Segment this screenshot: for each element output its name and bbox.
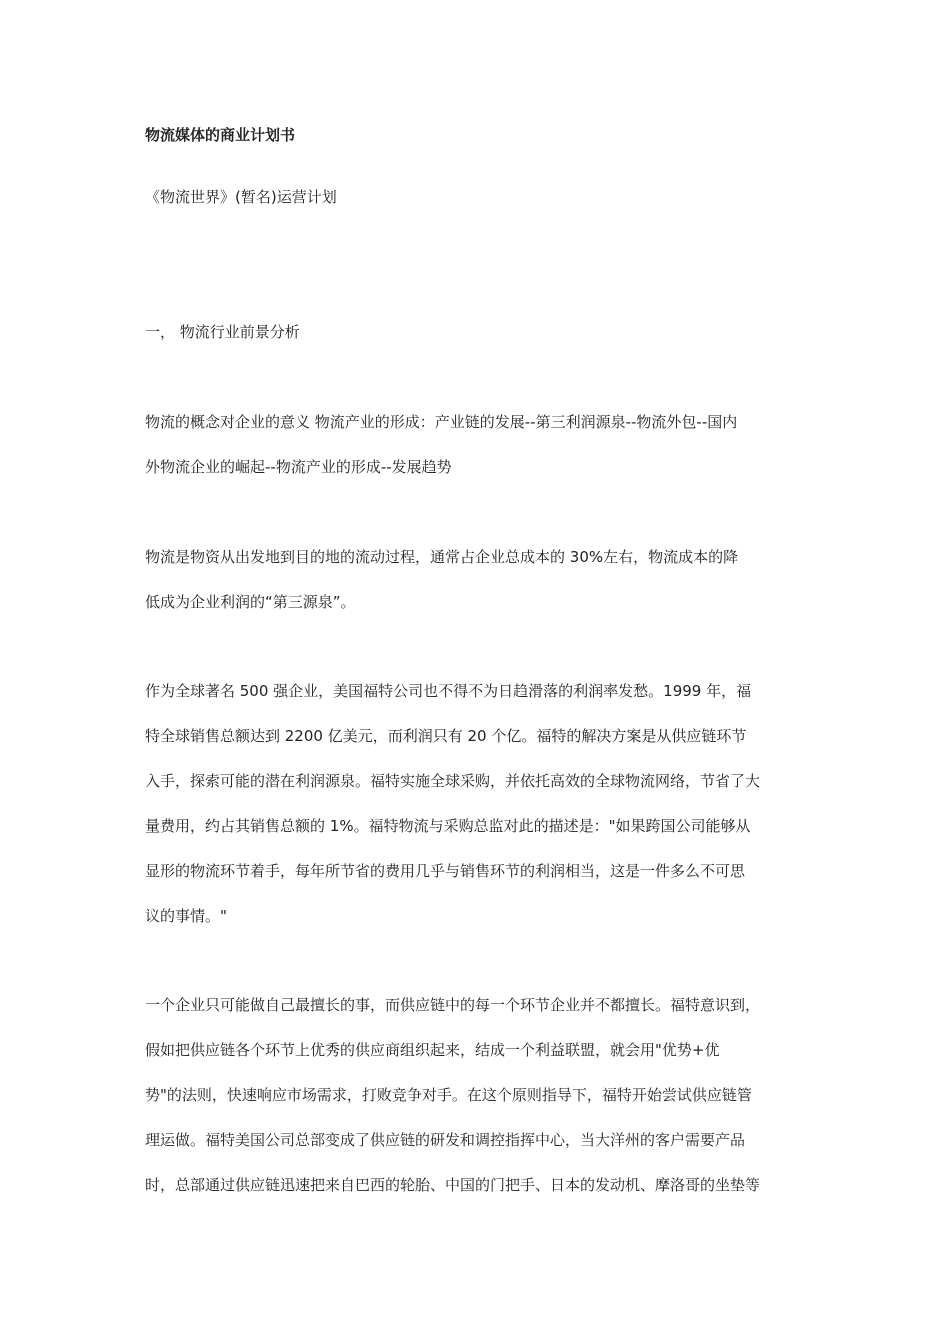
paragraph-line: 议的事情。": [145, 907, 227, 925]
paragraph-line: 物流是物资从出发地到目的地的流动过程，通常占企业总成本的 30%左右，物流成本的降: [145, 548, 739, 566]
document-subtitle: 《物流世界》(暂名)运营计划: [145, 188, 337, 206]
paragraph-line: 一个企业只可能做自己最擅长的事，而供应链中的每一个环节企业并不都擅长。福特意识到，: [145, 996, 761, 1014]
paragraph-line: 物流的概念对企业的意义 物流产业的形成：产业链的发展--第三利润源泉--物流外包--国内: [145, 413, 738, 431]
paragraph-line: 理运做。福特美国公司总部变成了供应链的研发和调控指挥中心，当大洋州的客户需要产品: [145, 1131, 746, 1149]
paragraph-line: 量费用，约占其销售总额的 1%。福特物流与采购总监对此的描述是："如果跨国公司能够从: [145, 817, 751, 835]
section-heading: 一， 物流行业前景分析: [145, 323, 300, 341]
paragraph-line: 低成为企业利润的“第三源泉”。: [145, 593, 356, 611]
paragraph-line: 假如把供应链各个环节上优秀的供应商组织起来，结成一个利益联盟，就会用"优势+优: [145, 1041, 720, 1059]
paragraph-ford-case: [145, 680, 835, 950]
paragraph-logistics-concept: [145, 411, 835, 501]
paragraph-line: 势"的法则，快速响应市场需求，打败竞争对手。在这个原则指导下，福特开始尝试供应链管: [145, 1086, 752, 1104]
paragraph-supply-chain: [145, 994, 835, 1219]
paragraph-logistics-definition: [145, 546, 835, 636]
paragraph-line: 入手，探索可能的潜在利润源泉。福特实施全球采购，并依托高效的全球物流网络，节省了大: [145, 772, 761, 790]
paragraph-line: 显形的物流环节着手，每年所节省的费用几乎与销售环节的利润相当，这是一件多么不可思: [145, 862, 746, 880]
paragraph-line: 作为全球著名 500 强企业，美国福特公司也不得不为日趋滑落的利润率发愁。1999 年，福: [145, 682, 752, 700]
paragraph-line: 特全球销售总额达到 2200 亿美元，而利润只有 20 个亿。福特的解决方案是从供应链环节: [145, 727, 747, 745]
paragraph-line: 外物流企业的崛起--物流产业的形成--发展趋势: [145, 458, 452, 476]
paragraph-line: 时，总部通过供应链迅速把来自巴西的轮胎、中国的门把手、日本的发动机、摩洛哥的坐垫等: [145, 1176, 761, 1194]
document-title: 物流媒体的商业计划书: [145, 126, 296, 144]
